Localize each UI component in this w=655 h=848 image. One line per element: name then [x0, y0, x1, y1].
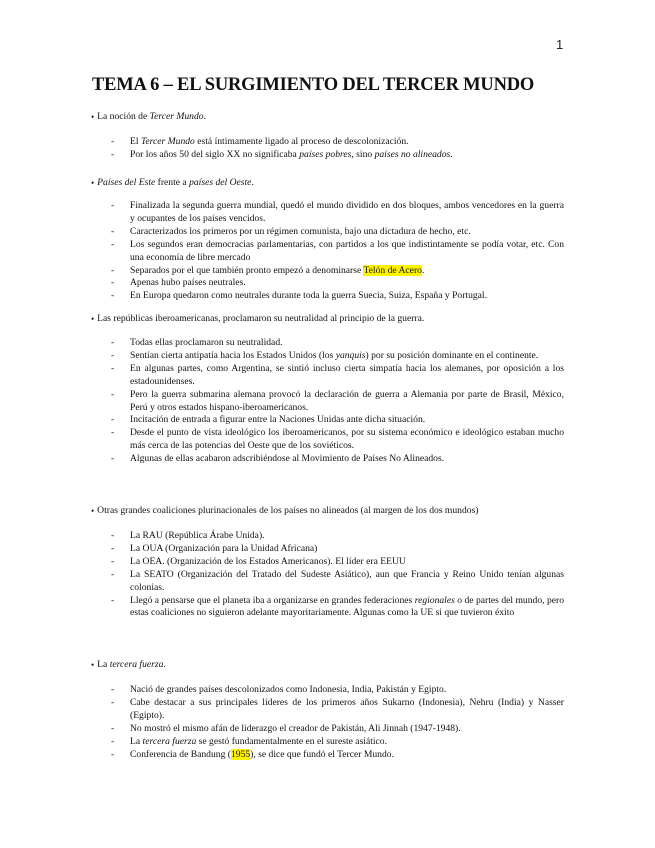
section-coaliciones — [91, 505, 565, 619]
list-item: - No mostró el mismo afán de liderazgo el creador de Pakistán, Ali Jinnah (1947-1948). — [111, 723, 564, 736]
section-heading: • Las repúblicas iberoamericanas, proclamaron su neutralidad al principio de la guerra. — [91, 313, 425, 324]
bullet-list — [111, 337, 564, 466]
bullet-list — [111, 530, 564, 620]
section-tercera-fuerza — [91, 659, 565, 760]
list-item: - La OEA. (Organización de los Estados Americanos). El líder era EEUU — [111, 556, 564, 569]
list-item: - Por los años 50 del siglo XX no significaba países pobres, sino países no alineados. — [111, 149, 564, 162]
bullet-icon: • — [91, 660, 95, 670]
list-item: - La SEATO (Organización del Tratado del Sudeste Asiático), aun que Francia y Reino Unido tenían algunas colonias. — [111, 569, 564, 595]
section-iberoamericanas — [91, 313, 565, 465]
section-heading: • Otras grandes coaliciones plurinacionales de los países no alineados (al margen de los dos mundos) — [91, 505, 479, 516]
list-item: - Pero la guerra submarina alemana provocó la declaración de guerra a Alemania por parte de Brasil, México, Perú y otros estados hispano-iberoamericanos. — [111, 389, 564, 415]
section-tercer-mundo — [91, 111, 565, 160]
bullet-icon: • — [91, 178, 95, 188]
list-item: - En algunas partes, como Argentina, se sintió incluso cierta simpatía hacia los alemanes, por oposición a los estadounidenses. — [111, 363, 564, 389]
list-item: - Separados por el que también pronto empezó a denominarse Telón de Acero. — [111, 265, 564, 278]
list-item: - Los segundos eran democracias parlamentarias, con partidos a los que indistintamente se podía votar, etc. Con una economía de libre mercado — [111, 239, 564, 265]
bullet-list — [111, 200, 564, 303]
list-item: - La OUA (Organización para la Unidad Africana) — [111, 543, 564, 556]
bullet-icon: • — [91, 506, 95, 516]
list-item: - La tercera fuerza se gestó fundamentalmente en el sureste asiático. — [111, 736, 564, 749]
section-heading: • La tercera fuerza. — [91, 659, 166, 670]
list-item: - Conferencia de Bandung (1955), se dice que fundó el Tercer Mundo. — [111, 749, 564, 762]
bullet-icon: • — [91, 314, 95, 324]
list-item: - Incitación de entrada a figurar entre la Naciones Unidas ante dicha situación. — [111, 414, 564, 427]
list-item: - Apenas hubo países neutrales. — [111, 277, 564, 290]
list-item: - Nació de grandes países descolonizados como Indonesia, India, Pakistán y Egipto. — [111, 684, 564, 697]
bullet-list — [111, 136, 564, 162]
section-este-oeste — [91, 177, 565, 302]
highlighted-text: Telón de Acero — [363, 264, 422, 276]
list-item: - Sentían cierta antipatía hacia los Estados Unidos (los yanquis) por su posición dominante en el continente. — [111, 350, 564, 363]
list-item: - Caracterizados los primeros por un régimen comunista, bajo una dictadura de hecho, etc. — [111, 226, 564, 239]
list-item: - Llegó a pensarse que el planeta iba a organizarse en grandes federaciones regionales o de partes del mundo, pero estas coaliciones no siguieron adelante mayoritariamente. Algunas como la UE si que tuvieron éxito — [111, 595, 564, 621]
list-item: - Algunas de ellas acabaron adscribiéndose al Movimiento de Países No Alineados. — [111, 453, 564, 466]
document-title: TEMA 6 – EL SURGIMIENTO DEL TERCER MUNDO — [92, 75, 535, 95]
list-item: - Finalizada la segunda guerra mundial, quedó el mundo dividido en dos bloques, ambos vencedores en la guerra y ocupantes de los países vencidos. — [111, 200, 564, 226]
highlighted-text: 1955 — [230, 748, 251, 760]
list-item: - El Tercer Mundo está íntimamente ligado al proceso de descolonización. — [111, 136, 564, 149]
list-item: - Desde el punto de vista ideológico los iberoamericanos, por su sistema económico e ideológico estaban mucho más cerca de las potencias del Oeste que de los soviéticos. — [111, 427, 564, 453]
section-heading: • Países del Este frente a países del Oeste. — [91, 177, 254, 188]
list-item: - En Europa quedaron como neutrales durante toda la guerra Suecia, Suiza, España y Portugal. — [111, 290, 564, 303]
bullet-list — [111, 684, 564, 761]
page-number: 1 — [556, 37, 564, 52]
section-heading: • La noción de Tercer Mundo. — [91, 111, 206, 122]
list-item: - La RAU (República Árabe Unida). — [111, 530, 564, 543]
list-item: - Cabe destacar a sus principales líderes de los primeros años Sukarno (Indonesia), Nehru (India) y Nasser (Egipto). — [111, 697, 564, 723]
bullet-icon: • — [91, 112, 95, 122]
list-item: - Todas ellas proclamaron su neutralidad. — [111, 337, 564, 350]
